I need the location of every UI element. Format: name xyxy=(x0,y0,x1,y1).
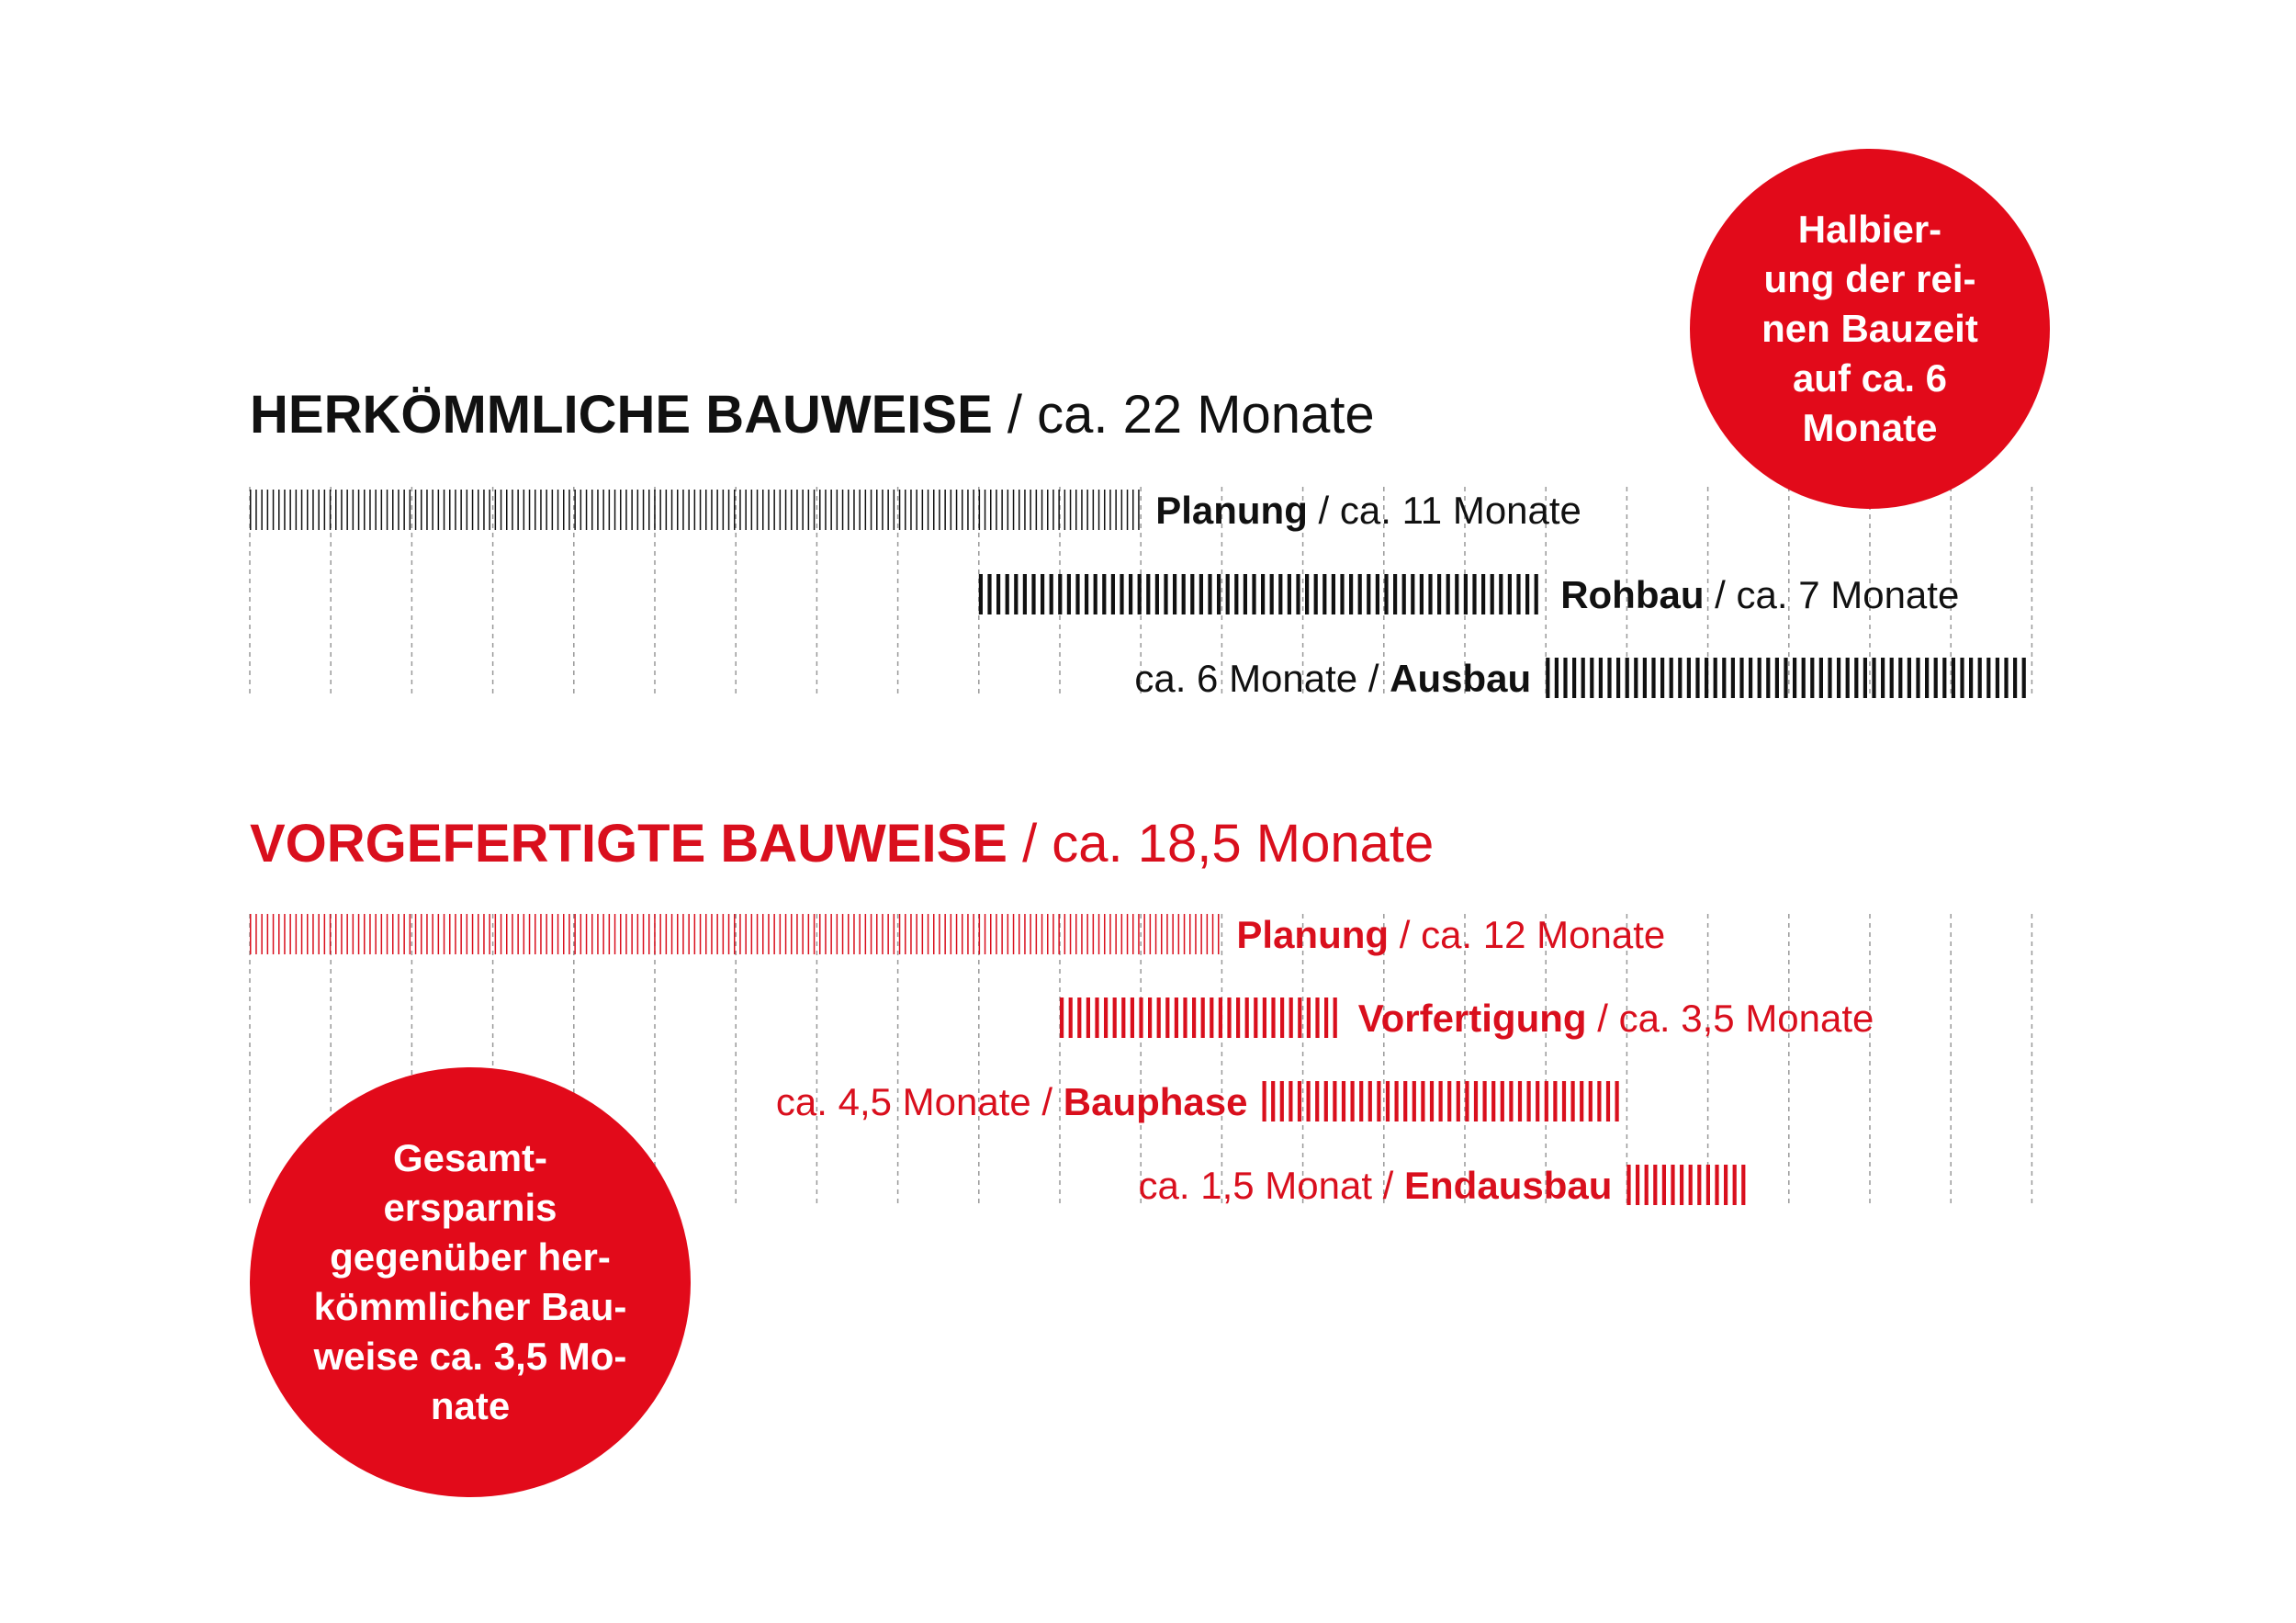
phase-label-bauphase xyxy=(776,1080,1248,1123)
bubble-savings xyxy=(250,1067,691,1497)
phase-bar-ausbau xyxy=(1548,658,2023,698)
phase-label-ausbau xyxy=(1134,657,1531,700)
phase-bar-bauphase xyxy=(1265,1081,1617,1121)
phase-duration: ca. 1,5 Monat / xyxy=(1138,1164,1405,1207)
phase-name: Bauphase xyxy=(1063,1080,1248,1123)
phase-bar-endausbau xyxy=(1629,1165,1744,1205)
bubble-halving xyxy=(1690,149,2050,509)
traditional-title-bold: HERKÖMMLICHE BAUWEISE xyxy=(250,385,993,445)
phase-bar-vorfertigung xyxy=(1062,997,1335,1038)
phase-label-vorfertigung xyxy=(1358,997,1874,1040)
phase-label-rohbau xyxy=(1560,573,1959,616)
phase-name: Planung xyxy=(1236,913,1390,956)
phase-label-endausbau xyxy=(1139,1164,1613,1207)
phase-name: Planung xyxy=(1155,489,1308,532)
prefab-title-rest: / ca. 18,5 Monate xyxy=(1007,814,1435,873)
phase-duration: / ca. 7 Monate xyxy=(1704,573,1960,616)
phase-duration: ca. 4,5 Monate / xyxy=(775,1080,1064,1123)
phase-name: Rohbau xyxy=(1560,573,1705,616)
phase-name: Ausbau xyxy=(1390,657,1532,700)
phase-duration: / ca. 12 Monate xyxy=(1389,913,1666,956)
phase-label-planung xyxy=(1236,913,1665,956)
traditional-title-rest: / ca. 22 Monate xyxy=(992,385,1375,445)
phase-name: Vorfertigung xyxy=(1357,997,1587,1040)
phase-duration: / ca. 11 Monate xyxy=(1307,489,1581,532)
bubble-savings-text: Gesamt- ersparnis gegenüber her- kömmlicher Bau- weise ca. 3,5 Mo- nate xyxy=(313,1136,627,1427)
phase-duration: / ca. 3,5 Monate xyxy=(1586,997,1874,1040)
phase-bar-rohbau xyxy=(981,574,1536,614)
phase-label-planung xyxy=(1155,489,1581,532)
phase-name: Endausbau xyxy=(1404,1164,1613,1207)
phase-bar-planung xyxy=(251,914,1219,954)
phase-duration: ca. 6 Monate / xyxy=(1134,657,1390,700)
prefab-title-bold: VORGEFERTIGTE BAUWEISE xyxy=(250,814,1007,873)
phase-bar-planung xyxy=(251,490,1139,530)
bubble-halving-text: Halbier- ung der rei- nen Bauzeit auf ca. 6 Monate xyxy=(1761,208,1978,449)
